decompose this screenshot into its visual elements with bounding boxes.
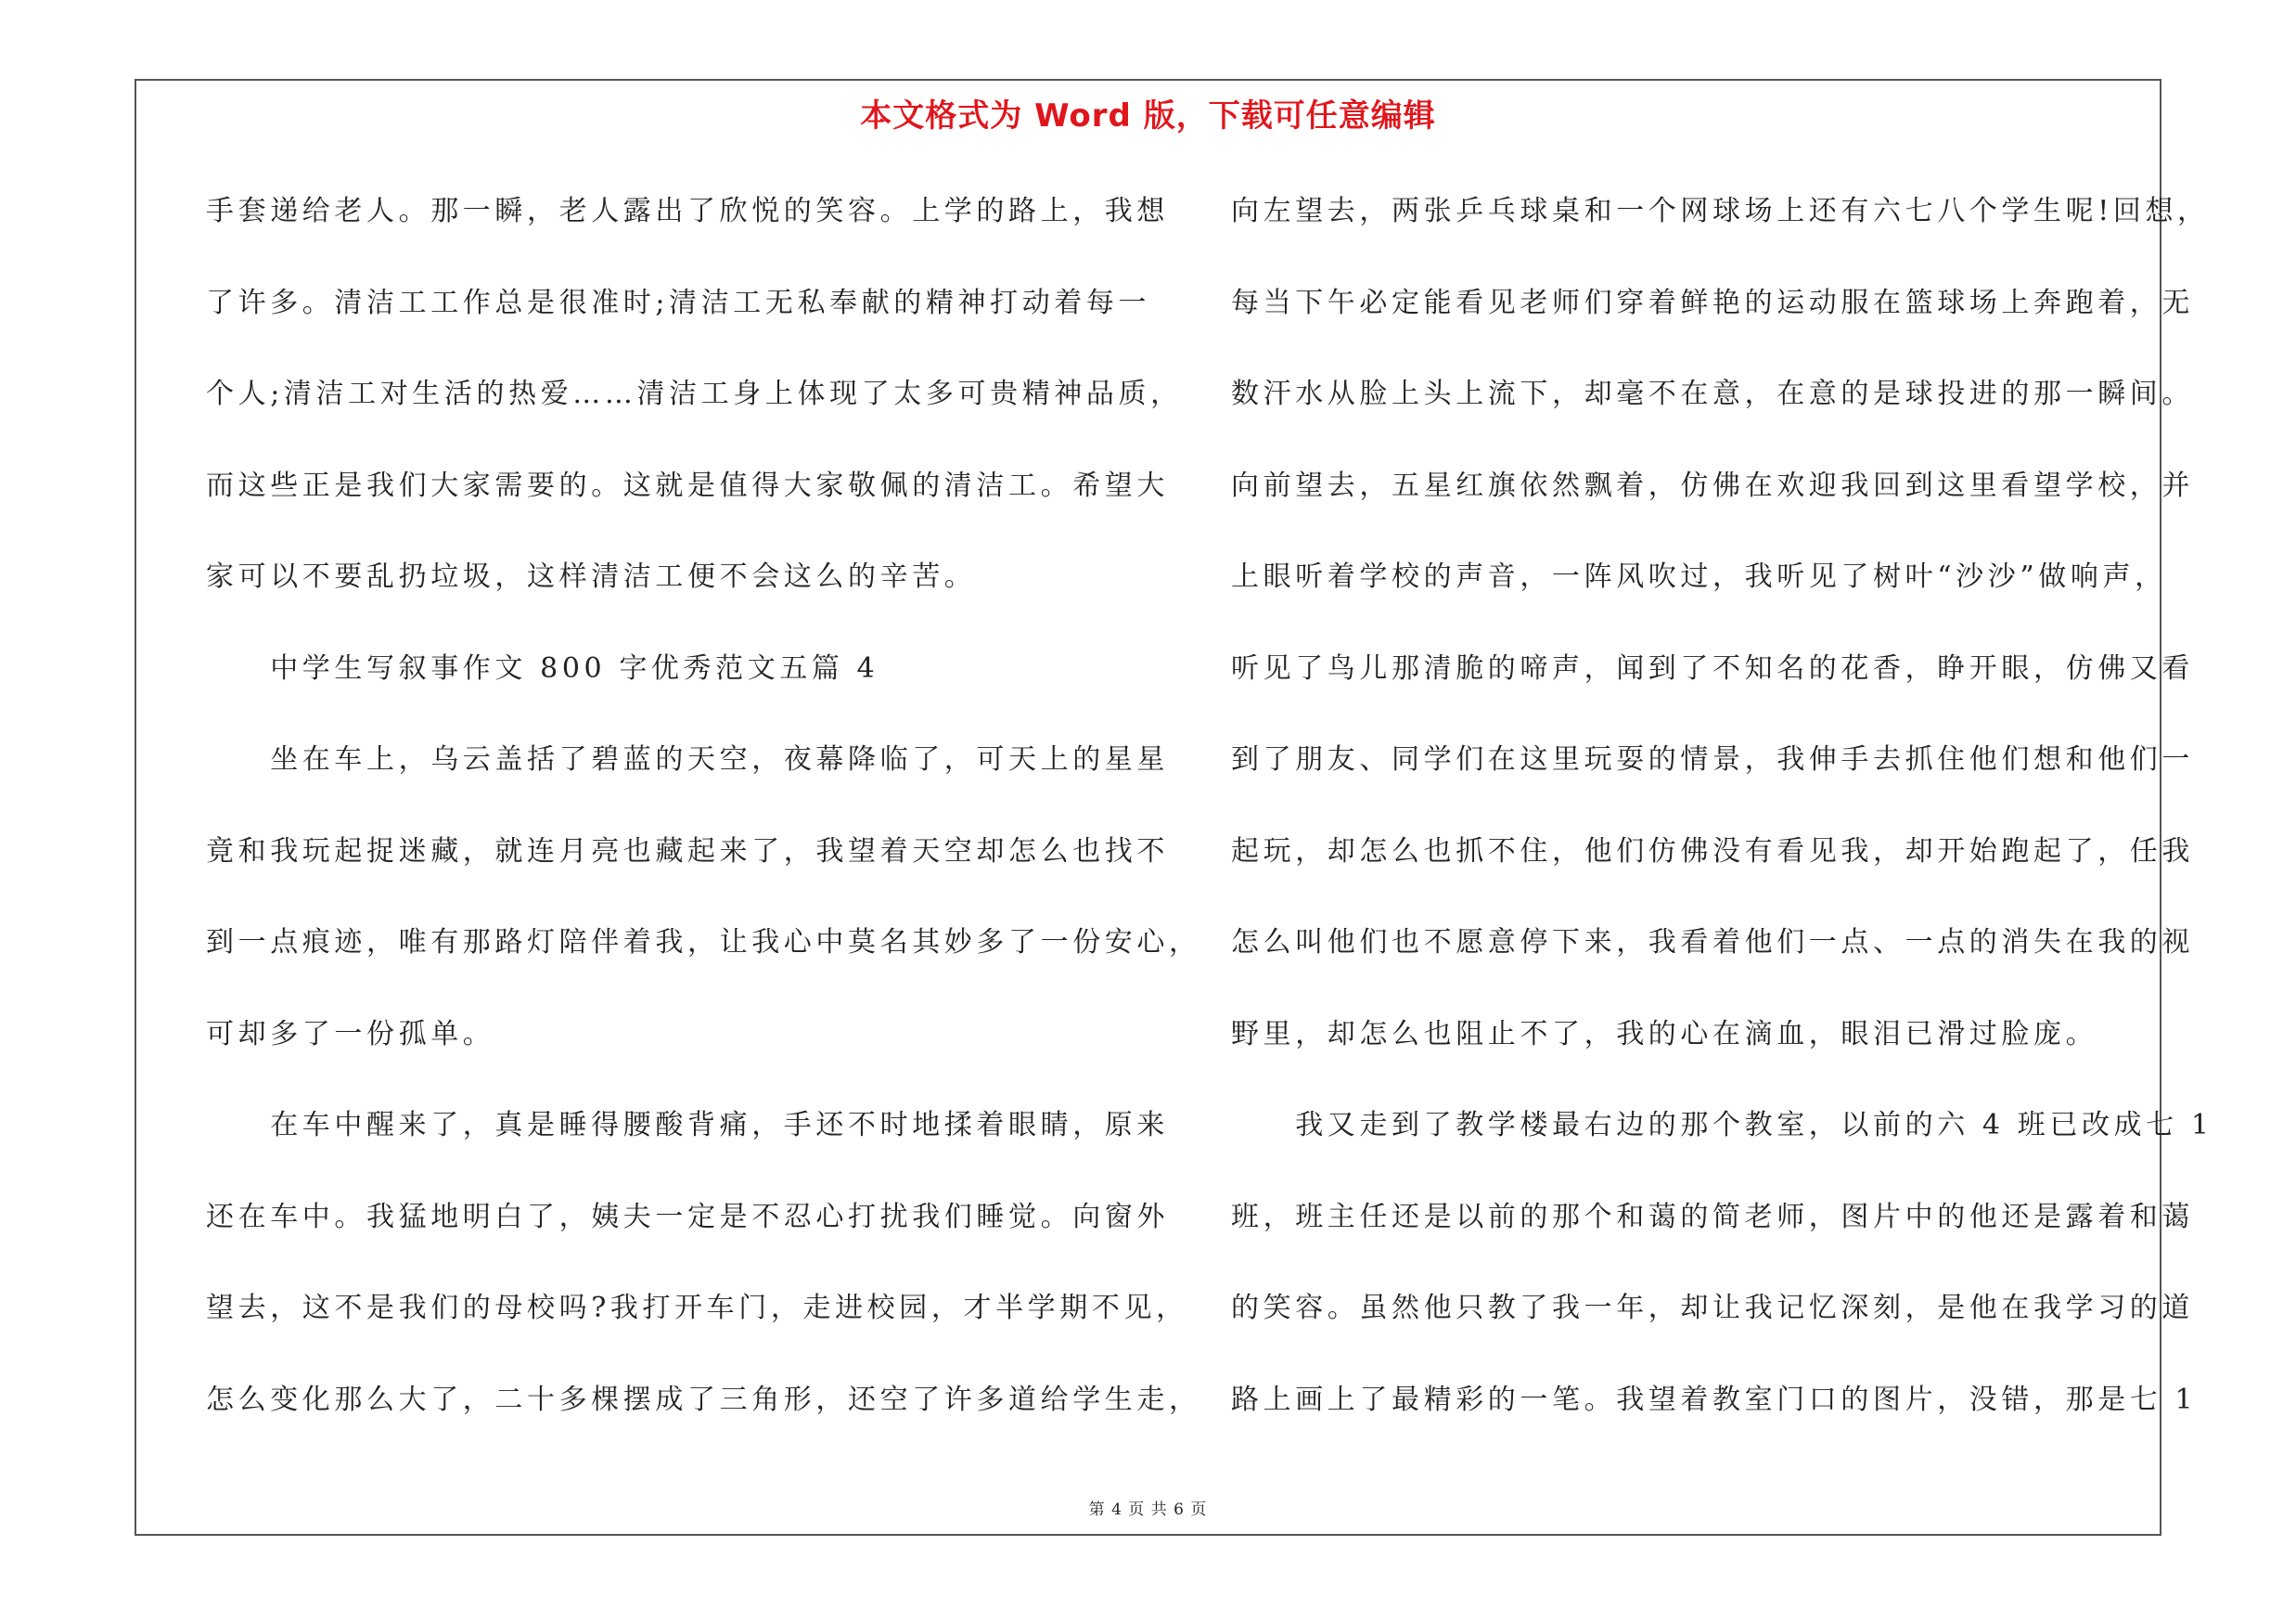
text-line: 听见了鸟儿那清脆的啼声，闻到了不知名的花香，睁开眼，仿佛又看 <box>1231 651 2194 685</box>
text-line: 我又走到了教学楼最右边的那个教室，以前的六 4 班已改成七 1 <box>1231 1109 2213 1141</box>
text-line: 中学生写叙事作文 800 字优秀范文五篇 4 <box>206 651 879 685</box>
text-line: 向前望去，五星红旗依然飘着，仿佛在欢迎我回到这里看望学校，并 <box>1231 469 2194 502</box>
text-line: 上眼听着学校的声音，一阵风吹过，我听见了树叶“沙沙”做响声， <box>1231 560 2167 593</box>
text-line: 望去，这不是我们的母校吗?我打开车门，走进校园，才半学期不见， <box>206 1292 1188 1324</box>
text-line: 起玩，却怎么也抓不住，他们仿佛没有看见我，却开始跑起了，任我 <box>1231 834 2194 868</box>
text-line: 竟和我玩起捉迷藏，就连月亮也藏起来了，我望着天空却怎么也找不 <box>206 834 1169 868</box>
text-line: 了许多。清洁工工作总是很准时;清洁工无私奉献的精神打动着每一 <box>206 286 1151 319</box>
text-line: 而这些正是我们大家需要的。这就是值得大家敬佩的清洁工。希望大 <box>206 469 1169 502</box>
text-line: 路上画上了最精彩的一笔。我望着教室门口的图片，没错，那是七 1 <box>1231 1383 2198 1416</box>
text-line: 个人;清洁工对生活的热爱……清洁工身上体现了太多可贵精神品质， <box>206 378 1183 410</box>
format-notice-banner: 本文格式为 Word 版，下载可任意编辑 <box>860 97 1436 135</box>
text-line: 到一点痕迹，唯有那路灯陪伴着我，让我心中莫名其妙多了一份安心， <box>206 926 1201 959</box>
text-line: 向左望去，两张乒乓球桌和一个网球场上还有六七八个学生呢!回想， <box>1231 195 2210 227</box>
text-line: 家可以不要乱扔垃圾，这样清洁工便不会这么的辛苦。 <box>206 560 977 593</box>
left-text-column <box>206 184 1201 1463</box>
text-line: 数汗水从脸上头上流下，却毫不在意，在意的是球投进的那一瞬间。 <box>1231 378 2194 410</box>
text-line: 班，班主任还是以前的那个和蔼的简老师，图片中的他还是露着和蔼 <box>1231 1200 2194 1233</box>
text-line: 可却多了一份孤单。 <box>206 1017 495 1050</box>
right-text-column <box>1231 184 2213 1463</box>
text-line: 在车中醒来了，真是睡得腰酸背痛，手还不时地揉着眼睛，原来 <box>206 1109 1169 1141</box>
text-line: 坐在车上，乌云盖括了碧蓝的天空，夜幕降临了，可天上的星星 <box>206 743 1169 776</box>
text-line: 手套递给老人。那一瞬，老人露出了欣悦的笑容。上学的路上，我想 <box>206 195 1169 227</box>
text-line: 野里，却怎么也阻止不了，我的心在滴血，眼泪已滑过脸庞。 <box>1231 1017 2098 1050</box>
text-line: 怎么叫他们也不愿意停下来，我看着他们一点、一点的消失在我的视 <box>1231 926 2194 959</box>
text-line: 还在车中。我猛地明白了，姨夫一定是不忍心打扰我们睡觉。向窗外 <box>206 1200 1169 1233</box>
text-line: 到了朋友、同学们在这里玩耍的情景，我伸手去抓住他们想和他们一 <box>1231 743 2194 776</box>
page-number-footer: 第 4 页 共 6 页 <box>1088 1501 1208 1519</box>
text-line: 的笑容。虽然他只教了我一年，却让我记忆深刻，是他在我学习的道 <box>1231 1292 2194 1324</box>
text-line: 每当下午必定能看见老师们穿着鲜艳的运动服在篮球场上奔跑着，无 <box>1231 286 2194 319</box>
text-line: 怎么变化那么大了，二十多棵摆成了三角形，还空了许多道给学生走， <box>206 1383 1201 1416</box>
